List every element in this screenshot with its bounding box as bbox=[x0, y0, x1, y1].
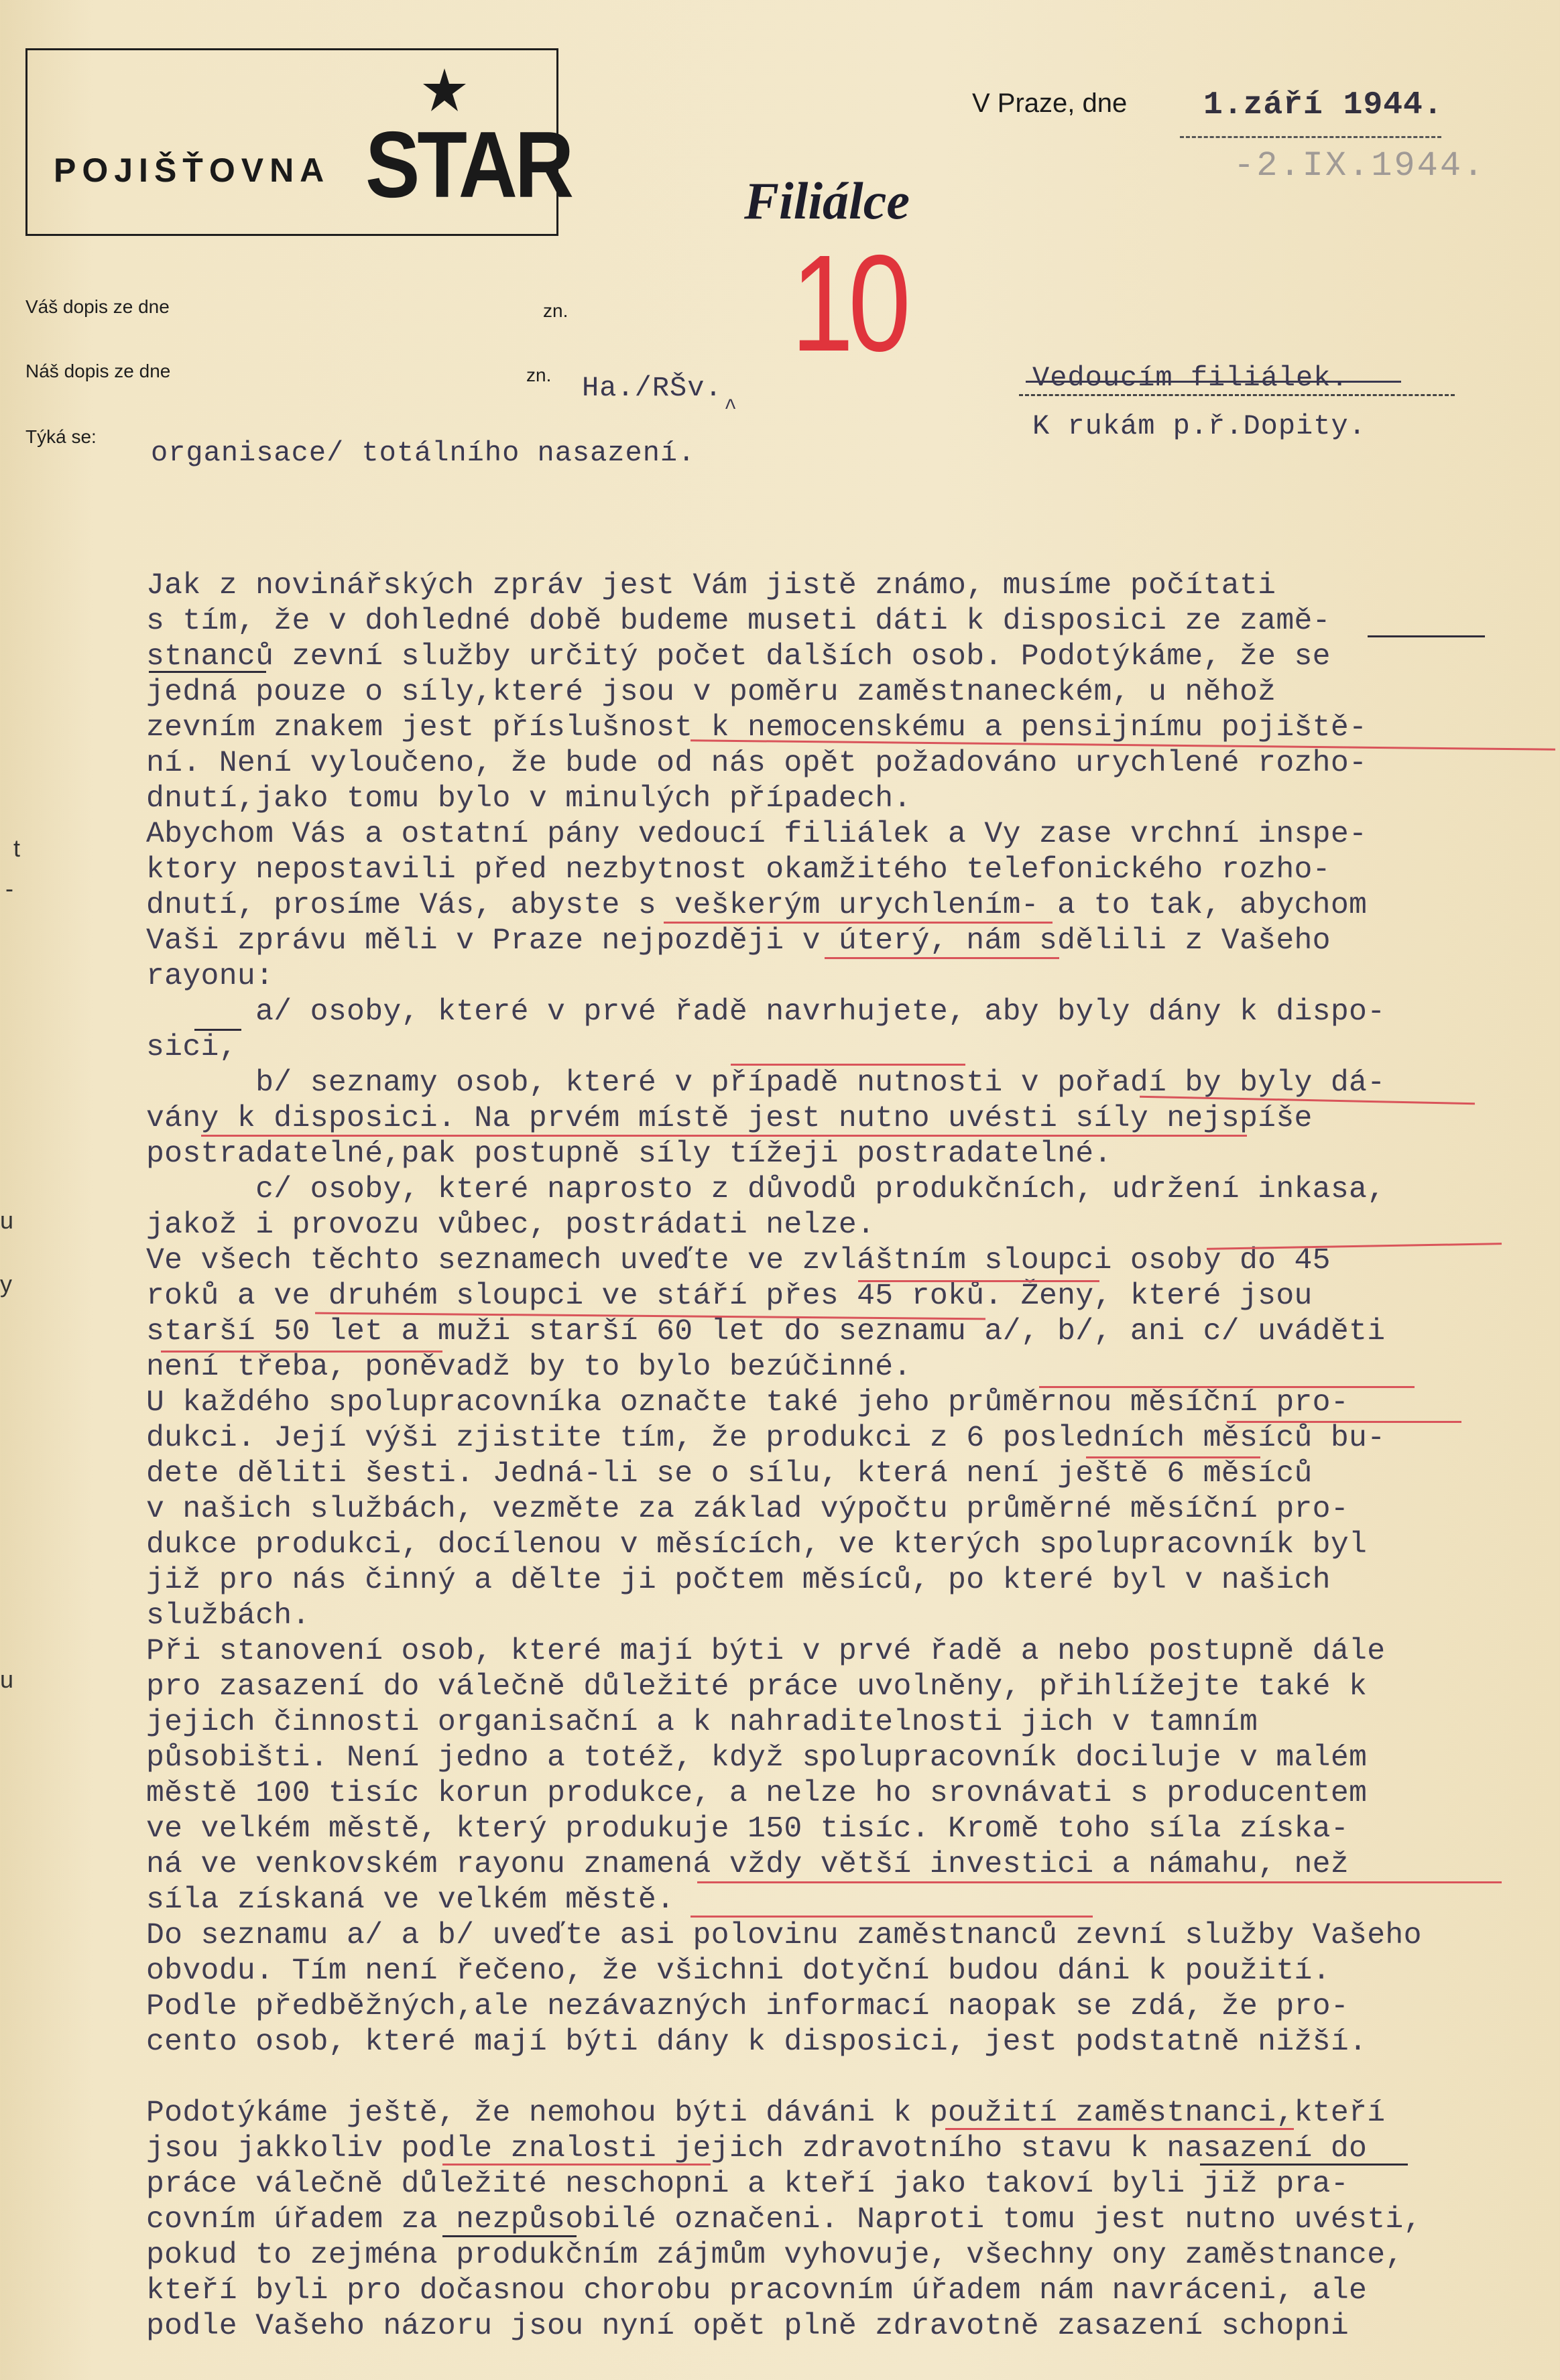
red-pencil-underline bbox=[825, 957, 1059, 959]
branch-number: 10 bbox=[791, 227, 906, 380]
body-line: ná ve venkovském rayonu znamená vždy větší investici a námahu, než bbox=[146, 1848, 1349, 1881]
body-line: cento osob, které mají býti dány k disposici, jest podstatně nižší. bbox=[146, 2025, 1368, 2059]
body-line: stnanců zevní služby určitý počet dalších osob. Podotýkáme, že se bbox=[146, 640, 1331, 674]
ink-underline bbox=[442, 2235, 577, 2237]
typed-date: 1.září 1944. bbox=[1203, 87, 1443, 123]
ref-label-1: zn. bbox=[543, 300, 568, 321]
body-line: Podotýkáme ještě, že nemohou býti dáváni k použití zaměstnanci,kteří bbox=[146, 2096, 1386, 2130]
body-line: covním úřadem za nezpůsobilé označeni. Naproti tomu jest nutno uvésti, bbox=[146, 2203, 1422, 2237]
body-line: ktory nepostavili před nezbytnost okamžitého telefonického rozho- bbox=[146, 853, 1331, 887]
addressee-strikethrough bbox=[1026, 381, 1401, 383]
body-line: dete děliti šesti. Jedná-li se o sílu, která není ještě 6 měsíců bbox=[146, 1457, 1313, 1491]
body-line: Při stanovení osob, které mají býti v prvé řadě a nebo postupně dále bbox=[146, 1635, 1386, 1668]
body-line: jejich činnosti organisační a k nahraditelnosti jich v tamním bbox=[146, 1706, 1258, 1739]
brand-logo-text: STAR bbox=[365, 112, 572, 217]
body-line: jsou jakkoliv podle znalosti jejich zdravotního stavu k nasazení do bbox=[146, 2132, 1368, 2166]
body-line bbox=[146, 2060, 1547, 2096]
ref-label-2: zn. bbox=[526, 365, 552, 385]
letter-body bbox=[146, 568, 1547, 2380]
margin-mark: u bbox=[0, 1206, 14, 1234]
red-pencil-underline bbox=[442, 2164, 711, 2166]
body-line: a/ osoby, které v prvé řadě navrhujete, aby byly dány k dispo- bbox=[146, 995, 1386, 1029]
body-line: Podle předběžných,ale nezávazných informací naopak se zdá, že pro- bbox=[146, 1990, 1349, 2023]
body-line: Abychom Vás a ostatní pány vedoucí filiálek a Vy zase vrchní inspe- bbox=[146, 818, 1368, 851]
subject-label: Týká se: bbox=[25, 426, 97, 447]
red-pencil-underline bbox=[161, 1351, 442, 1353]
body-line: Jak z novinářských zpráv jest Vám jistě známo, musíme počítati bbox=[146, 569, 1276, 603]
handwritten-caret: ^ bbox=[724, 395, 737, 420]
addressee-underline bbox=[1019, 394, 1455, 396]
addressee-line-2: K rukám p.ř.Dopity. bbox=[1032, 410, 1366, 442]
body-line: práce válečně důležité neschopni a kteří jako takoví byli již pra- bbox=[146, 2168, 1349, 2201]
our-letter-label: Náš dopis ze dne bbox=[25, 361, 171, 381]
margin-mark: - bbox=[5, 875, 13, 902]
body-line: vány k disposici. Na prvém místě jest nutno uvésti síly nejspíše bbox=[146, 1102, 1313, 1135]
filialce-stamp: Filiálce bbox=[744, 172, 910, 230]
body-line: v našich službách, vezměte za základ výpočtu průměrné měsíční pro- bbox=[146, 1493, 1349, 1526]
red-pencil-underline bbox=[731, 1064, 965, 1066]
body-line: zevním znakem jest příslušnost k nemocenskému a pensijnímu pojiště- bbox=[146, 711, 1368, 745]
company-name: POJIŠŤOVNA bbox=[54, 151, 331, 189]
body-line: službách. bbox=[146, 1599, 310, 1633]
body-line: pro zasazení do válečně důležité práce uvolněny, přihlížejte také k bbox=[146, 1670, 1368, 1704]
margin-mark: t bbox=[13, 834, 21, 862]
body-line: jedná pouze o síly,které jsou v poměru zaměstnaneckém, u něhož bbox=[146, 676, 1276, 709]
date-underline bbox=[1180, 136, 1441, 138]
body-line: podle Vašeho názoru jsou nyní opět plně zdravotně zasazení schopni bbox=[146, 2310, 1349, 2343]
body-line: obvodu. Tím není řečeno, že všichni dotyční budou dáni k použití. bbox=[146, 1954, 1331, 1988]
ink-underline bbox=[1200, 2164, 1408, 2166]
place-date-label: V Praze, dne bbox=[972, 88, 1128, 118]
received-date-stamp: -2.IX.1944. bbox=[1234, 146, 1486, 186]
body-line: působišti. Není jedno a totéž, když spolupracovník dociluje v malém bbox=[146, 1741, 1368, 1775]
addressee-line-1: Vedoucím filiálek. bbox=[1032, 362, 1349, 394]
body-line: rayonu: bbox=[146, 960, 274, 993]
red-pencil-underline bbox=[945, 2128, 1294, 2130]
red-pencil-underline bbox=[697, 1881, 1502, 1883]
red-pencil-underline bbox=[691, 1916, 1093, 1918]
body-line: ní. Není vyloučeno, že bude od nás opět požadováno urychlené rozho- bbox=[146, 747, 1368, 780]
body-line: sici, bbox=[146, 1031, 237, 1064]
body-line: Do seznamu a/ a b/ uveďte asi polovinu zaměstnanců zevní služby Vašeho bbox=[146, 1919, 1422, 1952]
star-logo-icon bbox=[421, 67, 468, 114]
body-line: b/ seznamy osob, které v případě nutnosti v pořadí by byly dá- bbox=[146, 1066, 1386, 1100]
body-line bbox=[146, 2344, 1547, 2380]
ink-underline bbox=[1368, 635, 1485, 637]
body-line: s tím, že v dohledné době budeme museti dáti k disposici ze zamě- bbox=[146, 605, 1331, 638]
red-pencil-underline bbox=[1227, 1421, 1461, 1423]
body-line: jakož i provozu vůbec, postrádati nelze. bbox=[146, 1208, 876, 1242]
red-pencil-underline bbox=[201, 1135, 1247, 1137]
body-line: Ve všech těchto seznamech uveďte ve zvláštním sloupci osoby do 45 bbox=[146, 1244, 1331, 1277]
body-line: kteří byli pro dočasnou chorobu pracovním úřadem nám navráceni, ale bbox=[146, 2274, 1368, 2308]
body-line: roků a ve druhém sloupci ve stáří přes 45 roků. Ženy, které jsou bbox=[146, 1279, 1313, 1313]
body-line: není třeba, poněvadž by to bylo bezúčinné. bbox=[146, 1351, 912, 1384]
body-line: již pro nás činný a dělte ji počtem měsíců, po které byl v našich bbox=[146, 1564, 1331, 1597]
body-line: dukce produkci, docílenou v měsících, ve kterých spolupracovník byl bbox=[146, 1528, 1368, 1562]
body-line: Vaši zprávu měli v Praze nejpozději v úterý, nám sdělili z Vašeho bbox=[146, 924, 1331, 958]
ink-underline bbox=[194, 1029, 241, 1031]
reference-number: Ha./RŠv. bbox=[582, 372, 723, 404]
body-line: postradatelné,pak postupně síly tížeji postradatelné. bbox=[146, 1137, 1112, 1171]
subject-text: organisace/ totálního nasazení. bbox=[151, 437, 696, 469]
ink-underline bbox=[149, 671, 266, 673]
red-pencil-underline bbox=[1086, 1456, 1260, 1458]
body-line: síla získaná ve velkém městě. bbox=[146, 1883, 675, 1917]
body-line: městě 100 tisíc korun produkce, a nelze ho srovnávati s producentem bbox=[146, 1777, 1368, 1810]
body-line: dnutí, prosíme Vás, abyste s veškerým urychlením- a to tak, abychom bbox=[146, 889, 1368, 922]
body-line: dukci. Její výši zjistite tím, že produkci z 6 posledních měsíců bu- bbox=[146, 1422, 1386, 1455]
your-letter-label: Váš dopis ze dne bbox=[25, 296, 170, 317]
body-line: starší 50 let a muži starší 60 let do seznamu a/, b/, ani c/ uváděti bbox=[146, 1315, 1386, 1349]
body-line: ve velkém městě, který produkuje 150 tisíc. Kromě toho síla získa- bbox=[146, 1812, 1349, 1846]
body-line: U každého spolupracovníka označte také jeho průměrnou měsíční pro- bbox=[146, 1386, 1349, 1420]
margin-mark: y bbox=[0, 1270, 12, 1298]
red-pencil-underline bbox=[664, 922, 1053, 924]
red-pencil-underline bbox=[1039, 1386, 1415, 1388]
red-pencil-underline bbox=[858, 1280, 1099, 1282]
body-line: c/ osoby, které naprosto z důvodů produkčních, udržení inkasa, bbox=[146, 1173, 1386, 1206]
margin-mark: u bbox=[0, 1666, 14, 1693]
body-line: dnutí,jako tomu bylo v minulých případech. bbox=[146, 782, 912, 816]
body-line: pokud to zejména produkčním zájmům vyhovuje, všechny ony zaměstnance, bbox=[146, 2239, 1404, 2272]
